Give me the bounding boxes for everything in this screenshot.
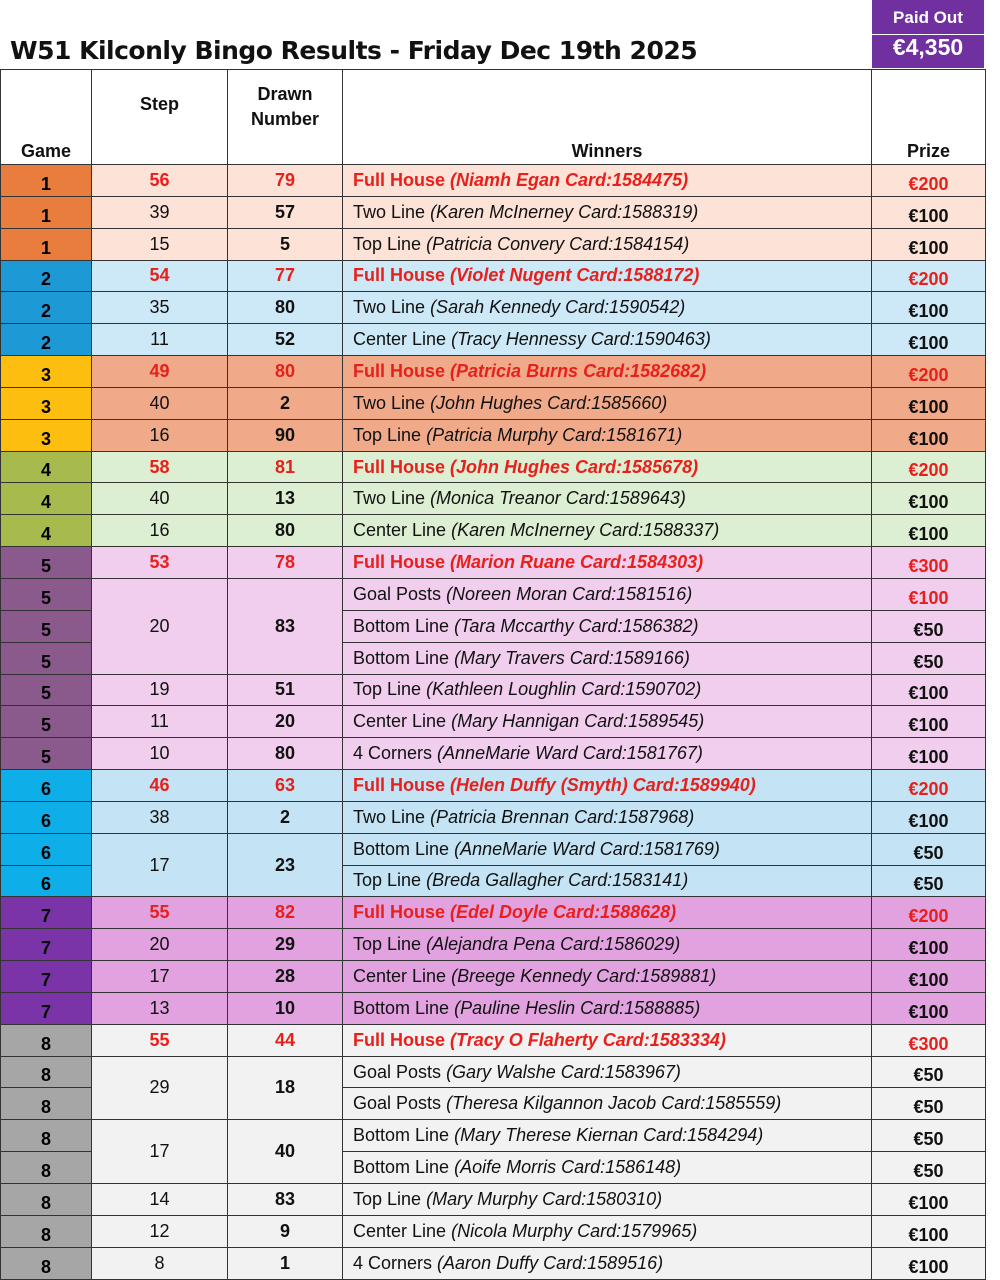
winner-cell <box>343 1088 872 1120</box>
table-row <box>1 515 986 547</box>
header-row <box>1 70 986 165</box>
col-header-drawn-line1: Drawn <box>257 84 313 104</box>
paid-out-label: Paid Out <box>893 8 963 27</box>
winner-name: (Sarah Kennedy Card:1590542) <box>430 297 686 318</box>
step-cell: 58 <box>92 451 228 483</box>
drawn-number-cell: 44 <box>228 1024 343 1056</box>
step-cell: 14 <box>92 1184 228 1216</box>
game-cell: 7 <box>1 897 92 929</box>
step-cell: 11 <box>92 324 228 356</box>
winner-cell <box>343 1215 872 1247</box>
drawn-number-cell: 20 <box>228 706 343 738</box>
table-row <box>1 292 986 324</box>
table-row <box>1 1024 986 1056</box>
prize-cell: €50 <box>872 1088 986 1120</box>
drawn-number-cell: 9 <box>228 1215 343 1247</box>
winner-cell <box>343 292 872 324</box>
winner-name: (Alejandra Pena Card:1586029) <box>426 934 681 955</box>
step-cell: 39 <box>92 196 228 228</box>
winner-name: (Patricia Convery Card:1584154) <box>426 233 690 254</box>
winner-name: (Patricia Murphy Card:1581671) <box>426 424 683 445</box>
paid-out-amount: €4,350 <box>892 34 964 60</box>
game-cell: 3 <box>1 356 92 388</box>
winner-name: (Niamh Egan Card:1584475) <box>450 169 689 190</box>
table-row <box>1 547 986 579</box>
winner-cell <box>343 610 872 642</box>
drawn-number-cell: 63 <box>228 770 343 802</box>
prize-cell: €100 <box>872 419 986 451</box>
step-cell: 17 <box>92 961 228 993</box>
step-cell: 16 <box>92 515 228 547</box>
table-row <box>1 483 986 515</box>
winner-name: (Nicola Murphy Card:1579965) <box>451 1220 698 1241</box>
step-cell: 15 <box>92 228 228 260</box>
prize-cell: €100 <box>872 674 986 706</box>
prize-type: Top Line <box>353 233 422 254</box>
table-row <box>1 706 986 738</box>
drawn-number-cell: 81 <box>228 451 343 483</box>
drawn-number-cell: 13 <box>228 483 343 515</box>
game-cell: 1 <box>1 196 92 228</box>
winner-cell <box>343 451 872 483</box>
table-row <box>1 356 986 388</box>
step-cell: 53 <box>92 547 228 579</box>
drawn-number-cell: 28 <box>228 961 343 993</box>
drawn-number-cell: 23 <box>228 833 343 897</box>
step-cell: 19 <box>92 674 228 706</box>
winner-name: (AnneMarie Ward Card:1581769) <box>454 838 720 859</box>
col-header-prize: Prize <box>872 70 986 165</box>
prize-cell: €200 <box>872 770 986 802</box>
game-cell: 5 <box>1 738 92 770</box>
step-cell: 20 <box>92 578 228 674</box>
winner-name: (Breda Gallagher Card:1583141) <box>426 870 689 891</box>
step-cell: 38 <box>92 801 228 833</box>
winner-name: (Violet Nugent Card:1588172) <box>450 265 700 286</box>
winner-name: (Mary Hannigan Card:1589545) <box>451 711 705 732</box>
game-cell: 8 <box>1 1024 92 1056</box>
drawn-number-cell: 29 <box>228 929 343 961</box>
winner-name: (Mary Travers Card:1589166) <box>454 647 690 668</box>
game-cell: 7 <box>1 961 92 993</box>
game-cell: 5 <box>1 610 92 642</box>
table-row <box>1 165 986 197</box>
drawn-number-cell: 10 <box>228 992 343 1024</box>
winner-cell <box>343 324 872 356</box>
prize-type: Two Line <box>353 488 426 509</box>
winner-name: (Patricia Brennan Card:1587968) <box>430 806 695 827</box>
prize-cell: €100 <box>872 292 986 324</box>
winner-cell <box>343 1056 872 1088</box>
table-row <box>1 929 986 961</box>
winner-name: (Mary Murphy Card:1580310) <box>426 1188 663 1209</box>
prize-cell: €100 <box>872 801 986 833</box>
results-body <box>1 165 986 1280</box>
prize-cell: €100 <box>872 324 986 356</box>
step-cell: 29 <box>92 1056 228 1120</box>
winner-cell <box>343 578 872 610</box>
winner-name: (Karen McInerney Card:1588337) <box>451 520 720 541</box>
game-cell: 8 <box>1 1056 92 1088</box>
step-cell: 56 <box>92 165 228 197</box>
prize-cell: €200 <box>872 451 986 483</box>
winner-cell <box>343 801 872 833</box>
prize-cell: €100 <box>872 929 986 961</box>
prize-cell: €50 <box>872 1056 986 1088</box>
game-cell: 8 <box>1 1088 92 1120</box>
step-cell: 49 <box>92 356 228 388</box>
winner-cell <box>343 260 872 292</box>
table-row <box>1 1120 986 1152</box>
winner-name: (Noreen Moran Card:1581516) <box>446 583 693 604</box>
prize-cell: €100 <box>872 1215 986 1247</box>
drawn-number-cell: 80 <box>228 292 343 324</box>
step-cell: 54 <box>92 260 228 292</box>
drawn-number-cell: 40 <box>228 1120 343 1184</box>
game-cell: 4 <box>1 515 92 547</box>
winner-cell <box>343 706 872 738</box>
winner-cell <box>343 674 872 706</box>
winner-name: (Theresa Kilgannon Jacob Card:1585559) <box>446 1093 782 1114</box>
drawn-number-cell: 2 <box>228 387 343 419</box>
table-row <box>1 324 986 356</box>
drawn-number-cell: 52 <box>228 324 343 356</box>
prize-type: Goal Posts <box>353 1061 442 1082</box>
winner-cell <box>343 833 872 865</box>
prize-cell: €200 <box>872 356 986 388</box>
game-cell: 8 <box>1 1247 92 1279</box>
game-cell: 8 <box>1 1215 92 1247</box>
game-cell: 2 <box>1 324 92 356</box>
prize-cell: €300 <box>872 1024 986 1056</box>
prize-type: Center Line <box>353 1220 447 1241</box>
winner-cell <box>343 642 872 674</box>
table-row <box>1 992 986 1024</box>
winner-cell <box>343 1024 872 1056</box>
table-row <box>1 801 986 833</box>
prize-type: Goal Posts <box>353 583 442 604</box>
game-cell: 6 <box>1 770 92 802</box>
winner-cell <box>343 228 872 260</box>
prize-type: 4 Corners <box>353 1252 433 1273</box>
prize-cell: €50 <box>872 610 986 642</box>
step-cell: 13 <box>92 992 228 1024</box>
prize-type: Bottom Line <box>353 1157 450 1178</box>
winner-name: (Pauline Heslin Card:1588885) <box>454 997 701 1018</box>
winner-name: (AnneMarie Ward Card:1581767) <box>437 743 703 764</box>
prize-type: Bottom Line <box>353 647 450 668</box>
prize-type: Center Line <box>353 711 447 732</box>
winner-cell <box>343 483 872 515</box>
winner-cell <box>343 929 872 961</box>
prize-type: Bottom Line <box>353 1125 450 1146</box>
winner-name: (Mary Therese Kiernan Card:1584294) <box>454 1125 764 1146</box>
winner-name: (Marion Ruane Card:1584303) <box>450 552 704 573</box>
winner-cell <box>343 961 872 993</box>
paid-out-box <box>872 0 984 68</box>
col-header-drawn-line2: Number <box>250 109 319 129</box>
drawn-number-cell: 80 <box>228 356 343 388</box>
prize-cell: €50 <box>872 1120 986 1152</box>
prize-type: Bottom Line <box>353 838 450 859</box>
prize-type: Full House <box>353 774 446 795</box>
winner-cell <box>343 992 872 1024</box>
game-cell: 5 <box>1 674 92 706</box>
table-row <box>1 961 986 993</box>
prize-type: Goal Posts <box>353 1093 442 1114</box>
game-cell: 7 <box>1 992 92 1024</box>
drawn-number-cell: 18 <box>228 1056 343 1120</box>
drawn-number-cell: 2 <box>228 801 343 833</box>
winner-cell <box>343 419 872 451</box>
prize-type: Two Line <box>353 392 426 413</box>
table-row <box>1 738 986 770</box>
table-row <box>1 260 986 292</box>
winner-cell <box>343 387 872 419</box>
prize-type: Two Line <box>353 806 426 827</box>
drawn-number-cell: 51 <box>228 674 343 706</box>
drawn-number-cell: 77 <box>228 260 343 292</box>
col-header-winners: Winners <box>343 70 872 165</box>
drawn-number-cell: 80 <box>228 515 343 547</box>
table-row <box>1 674 986 706</box>
prize-cell: €50 <box>872 1152 986 1184</box>
game-cell: 8 <box>1 1152 92 1184</box>
game-cell: 6 <box>1 801 92 833</box>
game-cell: 4 <box>1 451 92 483</box>
prize-type: Two Line <box>353 297 426 318</box>
prize-type: Full House <box>353 552 446 573</box>
winner-cell <box>343 1120 872 1152</box>
table-row <box>1 1184 986 1216</box>
prize-cell: €100 <box>872 992 986 1024</box>
step-cell: 46 <box>92 770 228 802</box>
game-cell: 2 <box>1 292 92 324</box>
drawn-number-cell: 5 <box>228 228 343 260</box>
game-cell: 3 <box>1 419 92 451</box>
page-title: W51 Kilconly Bingo Results - Friday Dec 19th 2025 <box>10 36 698 65</box>
prize-cell: €100 <box>872 738 986 770</box>
table-row <box>1 196 986 228</box>
table-row <box>1 770 986 802</box>
drawn-number-cell: 1 <box>228 1247 343 1279</box>
winner-name: (Monica Treanor Card:1589643) <box>430 488 686 509</box>
prize-type: Center Line <box>353 966 447 987</box>
step-cell: 55 <box>92 1024 228 1056</box>
prize-cell: €100 <box>872 578 986 610</box>
step-cell: 20 <box>92 929 228 961</box>
table-row <box>1 833 986 865</box>
prize-type: Full House <box>353 360 446 381</box>
winner-name: (Aaron Duffy Card:1589516) <box>437 1252 664 1273</box>
winner-cell <box>343 547 872 579</box>
table-row <box>1 1247 986 1279</box>
prize-cell: €100 <box>872 1184 986 1216</box>
winner-name: (Karen McInerney Card:1588319) <box>430 201 699 222</box>
prize-type: Top Line <box>353 1188 422 1209</box>
prize-type: Bottom Line <box>353 615 450 636</box>
prize-type: Top Line <box>353 679 422 700</box>
step-cell: 16 <box>92 419 228 451</box>
game-cell: 8 <box>1 1184 92 1216</box>
winner-cell <box>343 356 872 388</box>
game-cell: 1 <box>1 228 92 260</box>
game-cell: 4 <box>1 483 92 515</box>
drawn-number-cell: 83 <box>228 1184 343 1216</box>
prize-cell: €50 <box>872 642 986 674</box>
winner-name: (Edel Doyle Card:1588628) <box>450 902 677 923</box>
prize-cell: €100 <box>872 515 986 547</box>
drawn-number-cell: 82 <box>228 897 343 929</box>
winner-cell <box>343 1184 872 1216</box>
winner-cell <box>343 770 872 802</box>
prize-type: Full House <box>353 265 446 286</box>
table-row <box>1 387 986 419</box>
step-cell: 17 <box>92 1120 228 1184</box>
winner-cell <box>343 897 872 929</box>
drawn-number-cell: 57 <box>228 196 343 228</box>
winner-name: (Patricia Burns Card:1582682) <box>450 360 707 381</box>
table-row <box>1 419 986 451</box>
game-cell: 5 <box>1 547 92 579</box>
prize-cell: €50 <box>872 833 986 865</box>
col-header-step: Step <box>92 70 228 165</box>
col-header-game: Game <box>1 70 92 165</box>
table-row <box>1 1056 986 1088</box>
prize-cell: €50 <box>872 865 986 897</box>
game-cell: 2 <box>1 260 92 292</box>
prize-type: Full House <box>353 456 446 477</box>
table-row <box>1 897 986 929</box>
game-cell: 5 <box>1 578 92 610</box>
step-cell: 40 <box>92 483 228 515</box>
prize-cell: €300 <box>872 547 986 579</box>
step-cell: 40 <box>92 387 228 419</box>
drawn-number-cell: 90 <box>228 419 343 451</box>
drawn-number-cell: 78 <box>228 547 343 579</box>
prize-cell: €100 <box>872 387 986 419</box>
winner-name: (Tracy Hennessy Card:1590463) <box>451 329 711 350</box>
prize-type: Top Line <box>353 424 422 445</box>
winner-cell <box>343 738 872 770</box>
step-cell: 55 <box>92 897 228 929</box>
prize-cell: €200 <box>872 165 986 197</box>
prize-cell: €100 <box>872 483 986 515</box>
game-cell: 6 <box>1 865 92 897</box>
winner-name: (Breege Kennedy Card:1589881) <box>451 966 717 987</box>
results-table <box>0 69 986 1280</box>
step-cell: 12 <box>92 1215 228 1247</box>
game-cell: 3 <box>1 387 92 419</box>
prize-cell: €100 <box>872 196 986 228</box>
winner-name: (Helen Duffy (Smyth) Card:1589940) <box>450 774 756 795</box>
game-cell: 7 <box>1 929 92 961</box>
prize-cell: €100 <box>872 1247 986 1279</box>
prize-type: Top Line <box>353 870 422 891</box>
drawn-number-cell: 80 <box>228 738 343 770</box>
game-cell: 5 <box>1 706 92 738</box>
game-cell: 6 <box>1 833 92 865</box>
step-cell: 10 <box>92 738 228 770</box>
prize-cell: €200 <box>872 897 986 929</box>
prize-type: 4 Corners <box>353 743 433 764</box>
winner-cell <box>343 165 872 197</box>
prize-cell: €100 <box>872 961 986 993</box>
prize-type: Bottom Line <box>353 997 450 1018</box>
winner-name: (Kathleen Loughlin Card:1590702) <box>426 679 702 700</box>
prize-cell: €100 <box>872 228 986 260</box>
step-cell: 35 <box>92 292 228 324</box>
winner-cell <box>343 865 872 897</box>
prize-type: Full House <box>353 902 446 923</box>
step-cell: 17 <box>92 833 228 897</box>
winner-name: (Tara Mccarthy Card:1586382) <box>454 615 699 636</box>
game-cell: 5 <box>1 642 92 674</box>
prize-type: Top Line <box>353 934 422 955</box>
step-cell: 8 <box>92 1247 228 1279</box>
game-cell: 1 <box>1 165 92 197</box>
table-row <box>1 1215 986 1247</box>
step-cell: 11 <box>92 706 228 738</box>
winner-cell <box>343 196 872 228</box>
table-row <box>1 578 986 610</box>
col-header-drawn-number <box>228 70 343 165</box>
winner-cell <box>343 1247 872 1279</box>
prize-type: Center Line <box>353 520 447 541</box>
prize-type: Center Line <box>353 329 447 350</box>
drawn-number-cell: 83 <box>228 578 343 674</box>
winner-name: (Gary Walshe Card:1583967) <box>446 1061 681 1082</box>
winner-name: (Tracy O Flaherty Card:1583334) <box>450 1029 726 1050</box>
prize-type: Full House <box>353 169 446 190</box>
prize-cell: €200 <box>872 260 986 292</box>
winner-cell <box>343 1152 872 1184</box>
prize-type: Full House <box>353 1029 446 1050</box>
game-cell: 8 <box>1 1120 92 1152</box>
winner-name: (Aoife Morris Card:1586148) <box>454 1157 682 1178</box>
drawn-number-cell: 79 <box>228 165 343 197</box>
winner-cell <box>343 515 872 547</box>
winner-name: (John Hughes Card:1585660) <box>430 392 668 413</box>
winner-name: (John Hughes Card:1585678) <box>450 456 699 477</box>
paid-out-divider <box>872 34 984 35</box>
table-row <box>1 451 986 483</box>
table-row <box>1 228 986 260</box>
prize-type: Two Line <box>353 201 426 222</box>
prize-cell: €100 <box>872 706 986 738</box>
